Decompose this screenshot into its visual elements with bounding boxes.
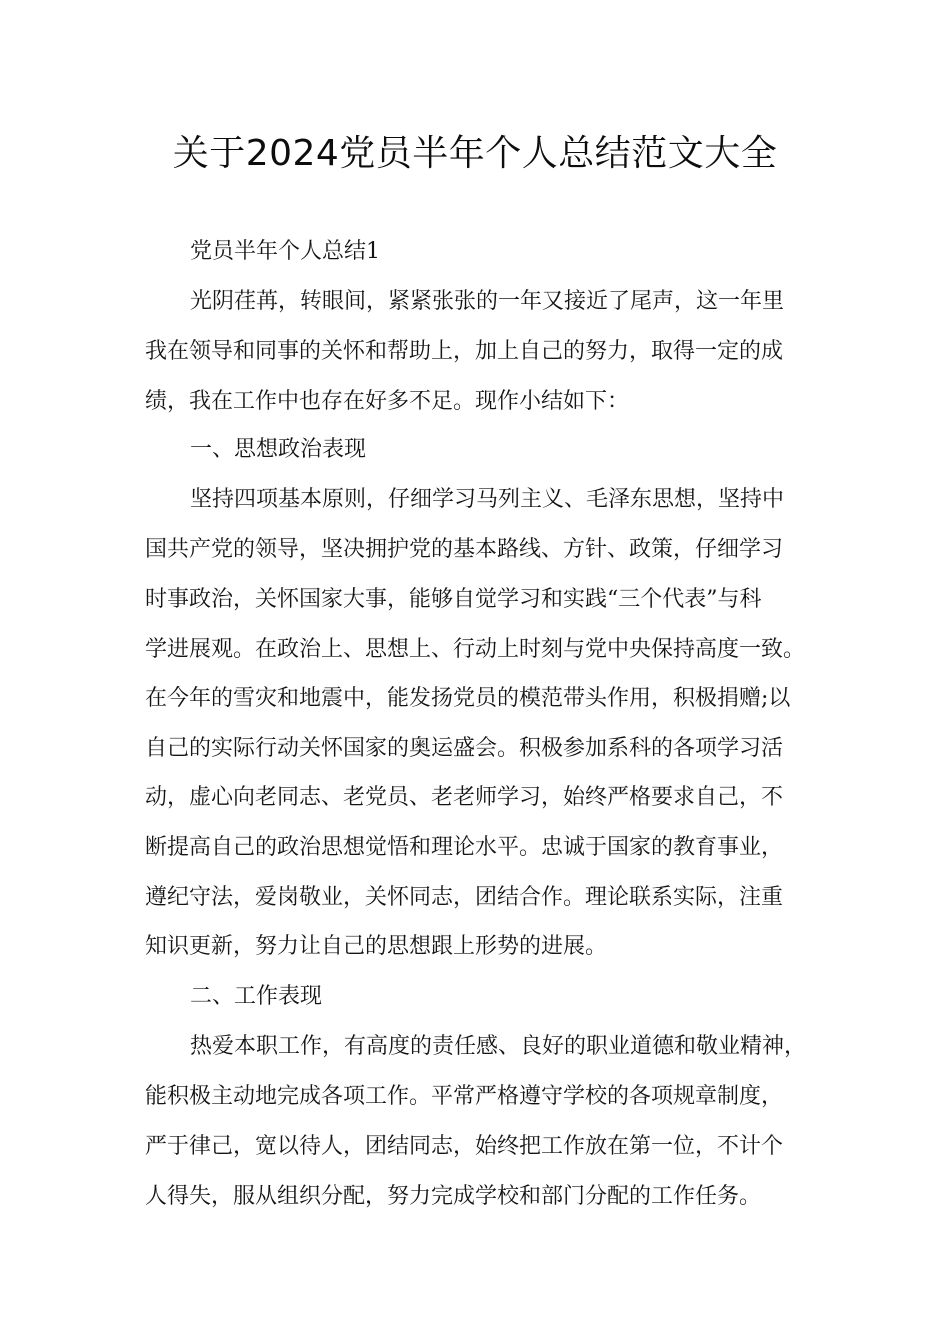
paragraph-line: 热爱本职工作，有高度的责任感、良好的职业道德和敬业精神，: [190, 1034, 807, 1059]
paragraph-line: 人得失，服从组织分配，努力完成学校和部门分配的工作任务。: [145, 1184, 762, 1209]
paragraph-line: 断提高自己的政治思想觉悟和理论水平。忠诚于国家的教育事业，: [145, 835, 784, 860]
paragraph-line: 绩，我在工作中也存在好多不足。现作小结如下：: [145, 389, 630, 414]
paragraph-line: 知识更新，努力让自己的思想跟上形势的进展。: [145, 934, 608, 959]
paragraph-line: 动，虚心向老同志、老党员、老老师学习，始终严格要求自己，不: [145, 785, 784, 810]
paragraph-line: 遵纪守法，爱岗敬业，关怀同志，团结合作。理论联系实际，注重: [145, 885, 784, 910]
paragraph-line: 自己的实际行动关怀国家的奥运盛会。积极参加系科的各项学习活: [145, 736, 784, 761]
paragraph-line: 时事政治，关怀国家大事，能够自觉学习和实践“三个代表”与科: [145, 587, 762, 612]
section-heading-summary-1: 党员半年个人总结1: [190, 239, 380, 264]
paragraph-line: 国共产党的领导，坚决拥护党的基本路线、方针、政策，仔细学习: [145, 537, 784, 562]
paragraph-line: 学进展观。在政治上、思想上、行动上时刻与党中央保持高度一致。: [145, 637, 806, 662]
paragraph-line: 在今年的雪灾和地震中，能发扬党员的模范带头作用，积极捐赠;以: [145, 686, 791, 711]
paragraph-line: 严于律己，宽以待人，团结同志，始终把工作放在第一位，不计个: [145, 1134, 784, 1159]
section-heading-political: 一、思想政治表现: [190, 437, 367, 462]
paragraph-line: 我在领导和同事的关怀和帮助上，加上自己的努力，取得一定的成: [145, 339, 784, 364]
section-heading-work: 二、工作表现: [190, 984, 323, 1009]
paragraph-line: 能积极主动地完成各项工作。平常严格遵守学校的各项规章制度，: [145, 1084, 784, 1109]
document-title: 关于2024党员半年个人总结范文大全: [172, 133, 778, 174]
paragraph-line: 坚持四项基本原则，仔细学习马列主义、毛泽东思想，坚持中: [190, 487, 785, 512]
paragraph-line: 光阴荏苒，转眼间，紧紧张张的一年又接近了尾声，这一年里: [190, 289, 785, 314]
